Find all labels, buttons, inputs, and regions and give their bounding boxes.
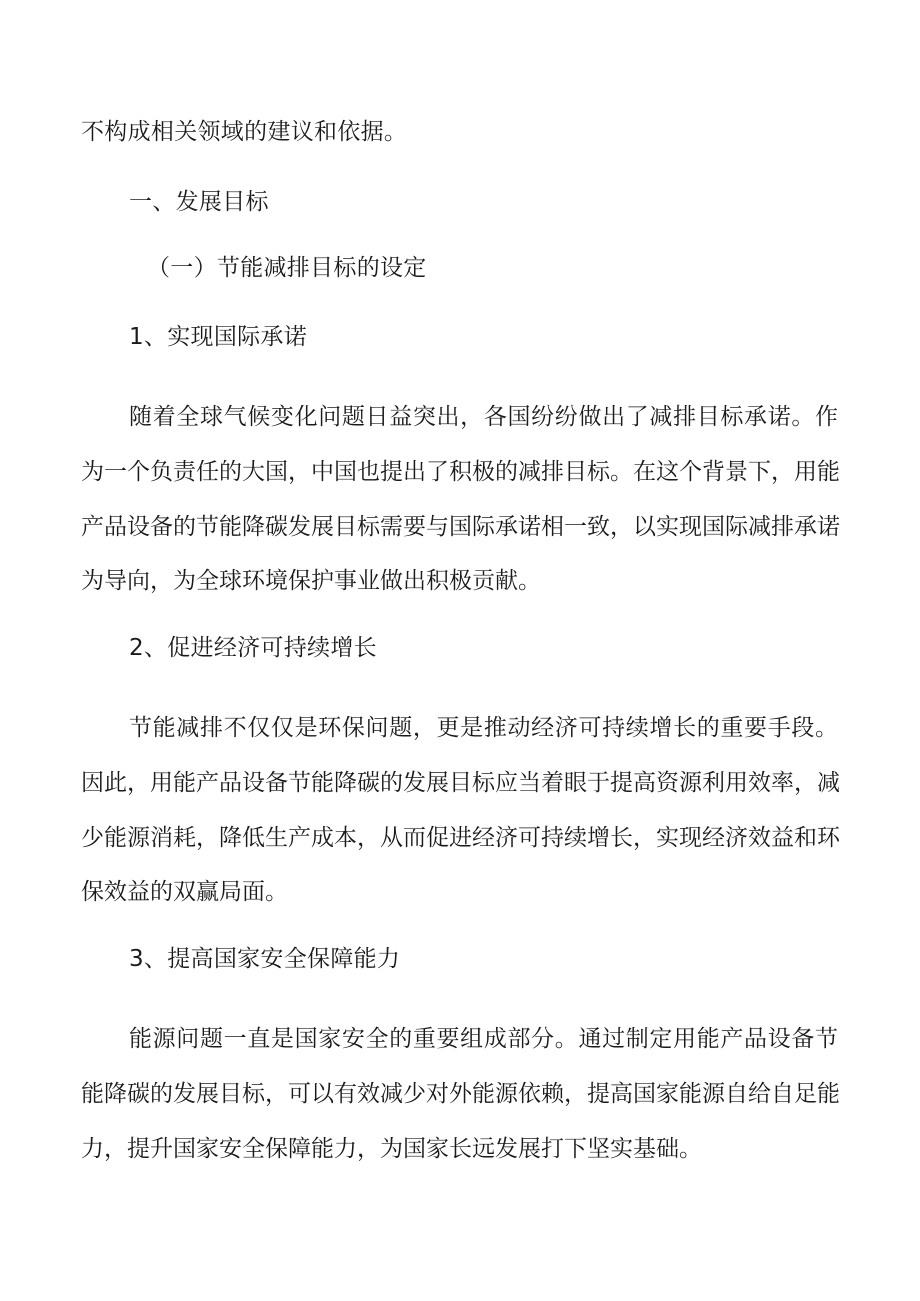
intro-tail-text: 不构成相关领域的建议和依据。: [81, 119, 408, 145]
item-heading-2: 2、促进经济可持续增长: [129, 635, 377, 661]
section-heading: 一、发展目标: [129, 189, 269, 215]
subsection-heading: （一）节能减排目标的设定: [147, 255, 427, 281]
paragraph-line: 少能源消耗，降低生产成本，从而促进经济可持续增长，实现经济效益和环: [81, 825, 840, 851]
item-heading-1: 1、实现国际承诺: [129, 324, 308, 350]
paragraph-line: 保效益的双赢局面。: [81, 879, 288, 905]
paragraph-line: 能降碳的发展目标，可以有效减少对外能源依赖，提高国家能源自给自足能: [81, 1081, 840, 1107]
paragraph-line: 为一个负责任的大国，中国也提出了积极的减排目标。在这个背景下，用能: [81, 459, 840, 485]
paragraph-line: 为导向，为全球环境保护事业做出积极贡献。: [81, 568, 541, 594]
paragraph-line: 力，提升国家安全保障能力，为国家长远发展打下坚实基础。: [81, 1136, 702, 1162]
paragraph-line: 能源问题一直是国家安全的重要组成部分。通过制定用能产品设备节: [129, 1026, 838, 1052]
paragraph-line: 随着全球气候变化问题日益突出，各国纷纷做出了减排目标承诺。作: [129, 404, 838, 430]
paragraph-line: 节能减排不仅仅是环保问题，更是推动经济可持续增长的重要手段。: [129, 715, 838, 741]
paragraph-line: 产品设备的节能降碳发展目标需要与国际承诺相一致，以实现国际减排承诺: [81, 514, 840, 540]
item-heading-3: 3、提高国家安全保障能力: [129, 946, 401, 972]
paragraph-line: 因此，用能产品设备节能降碳的发展目标应当着眼于提高资源利用效率，减: [81, 770, 840, 796]
